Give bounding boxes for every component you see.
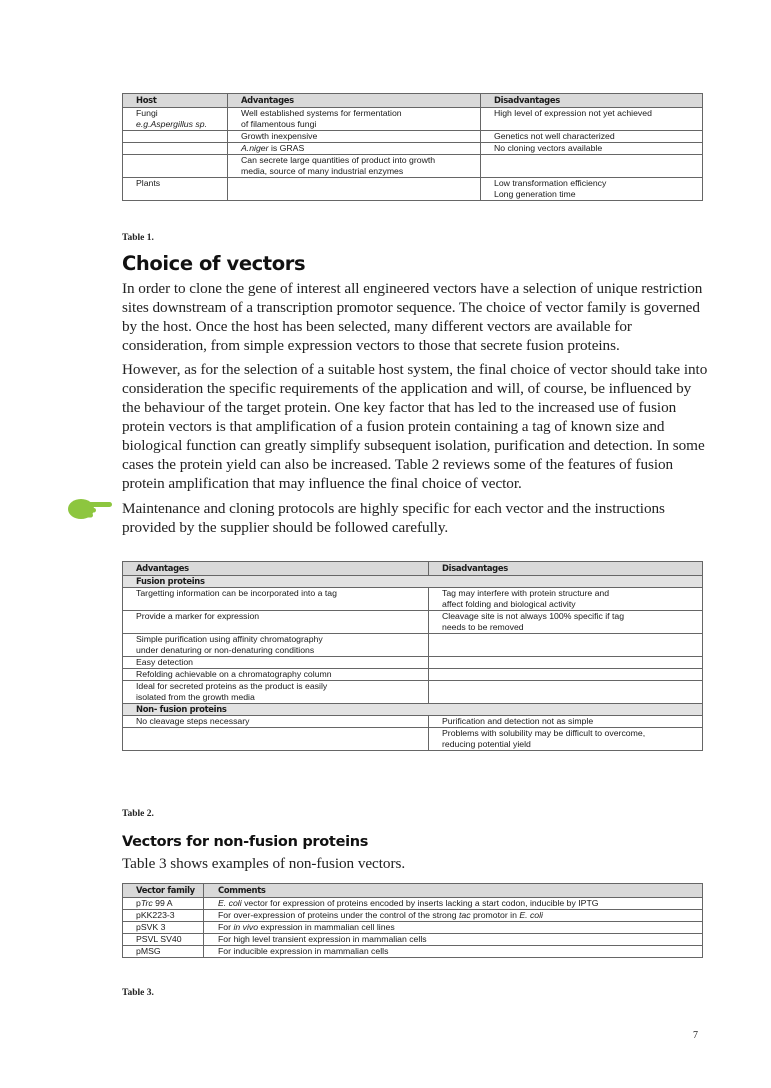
table-cell xyxy=(481,178,703,201)
table-cell xyxy=(429,611,703,634)
table-row xyxy=(123,588,703,611)
table-cell xyxy=(429,669,703,681)
column-header-comments: Comments xyxy=(204,884,703,898)
cell-text: isolated from the growth media xyxy=(136,692,255,702)
cell-text: p xyxy=(136,898,141,908)
cell-text: affect folding and biological activity xyxy=(442,599,576,609)
cell-text: promotor in xyxy=(470,910,520,920)
cell-text: For over-expression of proteins under the control of the strong xyxy=(218,910,459,920)
section-label: Non- fusion proteins xyxy=(123,704,703,716)
table-2 xyxy=(122,561,703,751)
table-2-header-row xyxy=(123,562,703,576)
host-name: Fungi xyxy=(136,108,158,118)
vector-name: pMSG xyxy=(123,946,204,958)
cell-text: reducing potential yield xyxy=(442,739,531,749)
table-cell xyxy=(123,728,429,751)
vector-comment xyxy=(204,922,703,934)
table-cell: Targetting information can be incorporated into a tag xyxy=(123,588,429,611)
table-cell xyxy=(123,143,228,155)
cell-text: vector for expression of proteins encoded by inserts lacking a start codon, inducible by IPTG xyxy=(241,898,599,908)
cell-text: of filamentous fungi xyxy=(241,119,317,129)
table-cell xyxy=(123,131,228,143)
section-heading-non-fusion-vectors: Vectors for non-fusion proteins xyxy=(122,834,369,850)
column-header-disadvantages: Disadvantages xyxy=(429,562,703,576)
table-cell xyxy=(228,143,481,155)
cell-text: expression in mammalian cell lines xyxy=(258,922,395,932)
cell-text: Long generation time xyxy=(494,189,576,199)
cell-text: Ideal for secreted proteins as the product is easily xyxy=(136,681,328,691)
table-cell xyxy=(123,155,228,178)
cell-text: Low transformation efficiency xyxy=(494,178,607,188)
vector-comment xyxy=(204,898,703,910)
table-row xyxy=(123,681,703,704)
table-row xyxy=(123,634,703,657)
table-row xyxy=(123,934,703,946)
cell-text-italic: in vivo xyxy=(233,922,259,932)
table-2-caption: Table 2. xyxy=(122,809,154,819)
cell-text: Problems with solubility may be difficult to overcome, xyxy=(442,728,646,738)
table-cell: Easy detection xyxy=(123,657,429,669)
table-row xyxy=(123,728,703,751)
table-1-header-row xyxy=(123,94,703,108)
table-cell xyxy=(123,634,429,657)
column-header-vector-family: Vector family xyxy=(123,884,204,898)
pointing-hand-icon xyxy=(66,494,114,524)
vector-name: pKK223-3 xyxy=(123,910,204,922)
host-example: e.g.Aspergillus sp. xyxy=(136,119,207,129)
table-row xyxy=(123,910,703,922)
table-row xyxy=(123,143,703,155)
table-row xyxy=(123,178,703,201)
vector-name: pSVK 3 xyxy=(123,922,204,934)
table-cell xyxy=(429,681,703,704)
cell-text: For xyxy=(218,922,234,932)
table-cell xyxy=(228,178,481,201)
table-cell xyxy=(123,108,228,131)
table-cell xyxy=(429,657,703,669)
table-cell: Genetics not well characterized xyxy=(481,131,703,143)
table-cell: No cloning vectors available xyxy=(481,143,703,155)
table-row xyxy=(123,108,703,131)
cell-text: 99 A xyxy=(152,898,173,908)
table-cell xyxy=(481,155,703,178)
table-cell: Growth inexpensive xyxy=(228,131,481,143)
table-row xyxy=(123,657,703,669)
table-1-caption: Table 1. xyxy=(122,233,154,243)
table-cell: Refolding achievable on a chromatography column xyxy=(123,669,429,681)
cell-text: Tag may interfere with protein structure and xyxy=(442,588,610,598)
cell-text: media, source of many industrial enzymes xyxy=(241,166,404,176)
table-cell xyxy=(429,588,703,611)
species-name: E. coli xyxy=(218,898,242,908)
vector-name: PSVL SV40 xyxy=(123,934,204,946)
table-cell: No cleavage steps necessary xyxy=(123,716,429,728)
vector-name xyxy=(123,898,204,910)
cell-text: Cleavage site is not always 100% specific if tag xyxy=(442,611,625,621)
table-row xyxy=(123,155,703,178)
table-row xyxy=(123,716,703,728)
species-name: E. coli xyxy=(519,910,543,920)
column-header-disadvantages: Disadvantages xyxy=(481,94,703,108)
paragraph-2: However, as for the selection of a suitable host system, the final choice of vector should take into consideration the specific requirements of the application and will, of course, be influenced by the behaviour of the target protein. One key factor that has led to the increased use of fusion protein vectors is that amplification of a fusion protein containing a tag of known size and biological function can greatly simplify subsequent isolation, purification and detection. In some cases the protein yield can also be increased. Table 2 reviews some of the features of fusion protein amplification that may influence the final choice of vector. xyxy=(122,361,708,492)
table-row xyxy=(123,898,703,910)
table-row xyxy=(123,131,703,143)
table-row xyxy=(123,669,703,681)
table-1 xyxy=(122,93,703,201)
paragraph-3-note: Maintenance and cloning protocols are highly specific for each vector and the instructions provided by the supplier should be followed carefully. xyxy=(122,500,665,536)
table-cell: Provide a marker for expression xyxy=(123,611,429,634)
table-cell: Plants xyxy=(123,178,228,201)
cell-text-italic: Trc xyxy=(140,898,153,908)
table-3-header-row xyxy=(123,884,703,898)
cell-text: Well established systems for fermentation xyxy=(241,108,402,118)
vector-comment: For high level transient expression in mammalian cells xyxy=(204,934,703,946)
section-row-fusion-proteins xyxy=(123,576,703,588)
table-3 xyxy=(122,883,703,958)
table-3-caption: Table 3. xyxy=(122,988,154,998)
page-number: 7 xyxy=(693,1030,698,1041)
species-name: A.niger xyxy=(241,143,269,153)
table-cell xyxy=(429,634,703,657)
table-row xyxy=(123,611,703,634)
cell-text: under denaturing or non-denaturing conditions xyxy=(136,645,315,655)
cell-text: Can secrete large quantities of product into growth xyxy=(241,155,436,165)
cell-text: Simple purification using affinity chromatography xyxy=(136,634,323,644)
vector-comment: For inducible expression in mammalian cells xyxy=(204,946,703,958)
column-header-host: Host xyxy=(123,94,228,108)
section-heading-choice-of-vectors: Choice of vectors xyxy=(122,252,306,275)
cell-text-italic: tac xyxy=(458,910,471,920)
cell-text: needs to be removed xyxy=(442,622,524,632)
table-row xyxy=(123,922,703,934)
paragraph-1: In order to clone the gene of interest all engineered vectors have a selection of unique restriction sites downstream of a transcription promotor sequence. The choice of vector family is governed by the host. Once the host has been selected, many different vectors are available for consideration, from simple expression vectors to those that secrete fusion proteins. xyxy=(122,280,703,354)
table-cell xyxy=(228,108,481,131)
table-cell: Purification and detection not as simple xyxy=(429,716,703,728)
table-cell xyxy=(429,728,703,751)
vector-comment xyxy=(204,910,703,922)
table-cell xyxy=(228,155,481,178)
column-header-advantages: Advantages xyxy=(123,562,429,576)
cell-text: is GRAS xyxy=(268,143,305,153)
table-row xyxy=(123,946,703,958)
column-header-advantages: Advantages xyxy=(228,94,481,108)
table-cell xyxy=(123,681,429,704)
section-label: Fusion proteins xyxy=(123,576,703,588)
paragraph-table3-intro: Table 3 shows examples of non-fusion vectors. xyxy=(122,855,406,872)
table-cell: High level of expression not yet achieved xyxy=(481,108,703,131)
section-row-non-fusion-proteins xyxy=(123,704,703,716)
